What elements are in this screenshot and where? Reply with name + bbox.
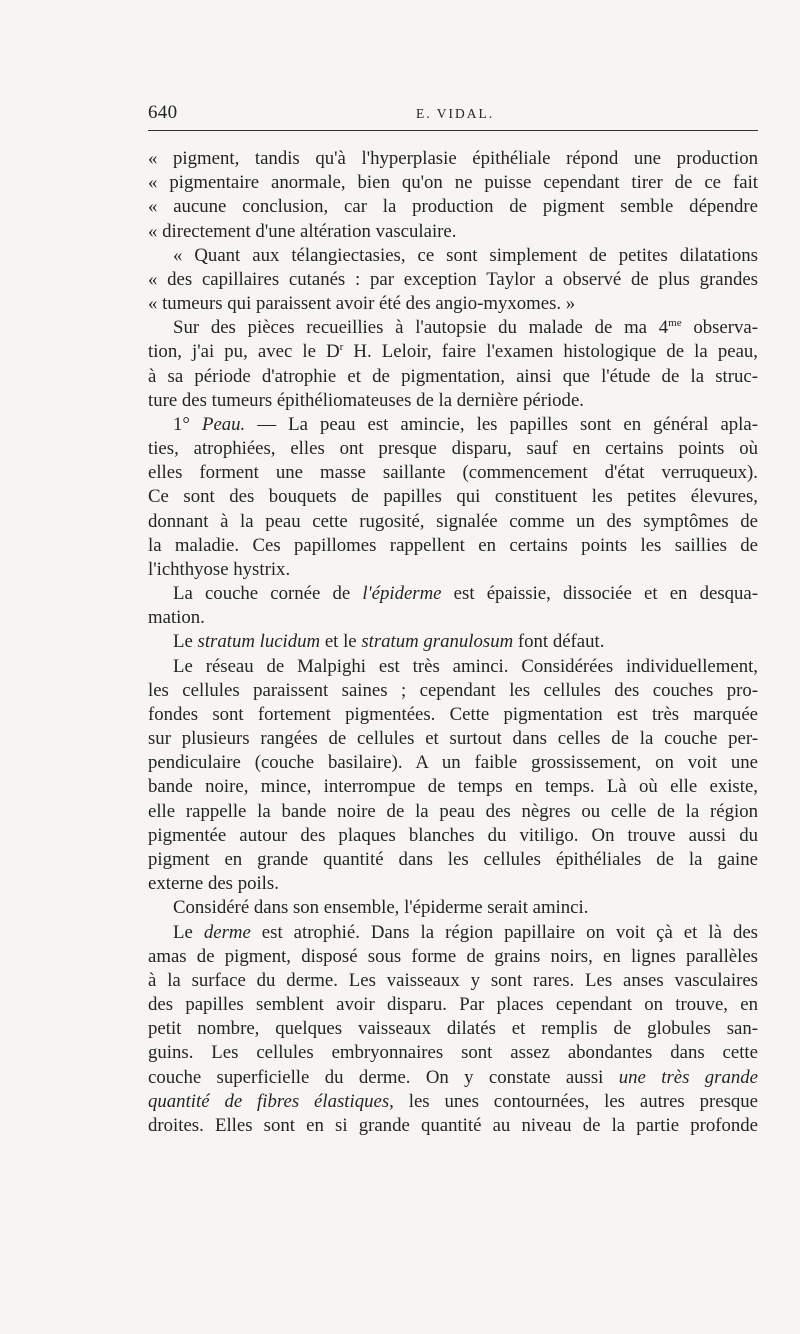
- text-span: et le: [320, 631, 362, 653]
- text-line: les cellules paraissent saines ; cependant les cellules des couches pro-: [148, 679, 758, 701]
- text-line: Considéré dans son ensemble, l'épiderme serait aminci.: [173, 897, 589, 919]
- italic-text: quantité de fibres élastiques,: [148, 1090, 394, 1112]
- text-line: [148, 582, 758, 606]
- text-line: pendiculaire (couche basilaire). A un faible grossissement, on voit une: [148, 752, 758, 774]
- text-line: « tumeurs qui paraissent avoir été des angio-myxomes. »: [148, 293, 576, 315]
- text-span: — La peau est amincie, les papilles sont en général apla-: [245, 413, 758, 435]
- superscript: me: [668, 317, 682, 330]
- text-line: petit nombre, quelques vaisseaux dilatés et remplis de globules san-: [148, 1018, 758, 1040]
- text-line: [148, 316, 758, 340]
- text-line: guins. Les cellules embryonnaires sont assez abondantes dans cette: [148, 1042, 758, 1064]
- text-line: « des capillaires cutanés : par exception Taylor a observé de plus grandes: [148, 268, 758, 290]
- text-span: La couche cornée de: [173, 583, 363, 605]
- text-line: pigmentée autour des plaques blanches du vitiligo. On trouve aussi du: [148, 824, 758, 846]
- text-line: ture des tumeurs épithéliomateuses de la dernière période.: [148, 389, 584, 411]
- text-span: est épaissie, dissociée et en desqua-: [441, 583, 758, 605]
- text-span: Le: [173, 631, 198, 653]
- text-line: à la surface du derme. Les vaisseaux y sont rares. Les anses vasculaires: [148, 969, 758, 991]
- text-span: H. Leloir, faire l'examen histologique de la peau,: [343, 341, 759, 363]
- page-number: 640: [148, 102, 178, 123]
- text-span: couche superficielle du derme. On y constate aussi: [148, 1066, 619, 1088]
- text-span: 1°: [173, 413, 202, 435]
- text-span: font défaut.: [513, 631, 605, 653]
- text-line: sur plusieurs rangées de cellules et surtout dans celles de la couche per-: [148, 728, 758, 750]
- text-line: [148, 921, 758, 945]
- italic-text: une très grande: [618, 1066, 758, 1088]
- text-line: elle rappelle la bande noire de la peau des nègres ou celle de la région: [148, 800, 758, 822]
- text-span: Sur des pièces recueillies à l'autopsie du malade de ma 4: [173, 317, 669, 339]
- text-line: [148, 1090, 758, 1114]
- text-line: donnant à la peau cette rugosité, signalée comme un des symptômes de: [148, 510, 758, 532]
- text-span: tion, j'ai pu, avec le D: [148, 341, 340, 363]
- text-line: la maladie. Ces papillomes rappellent en certains points les saillies de: [148, 534, 758, 556]
- italic-text: Peau.: [201, 413, 246, 435]
- book-page: [148, 96, 758, 1138]
- text-line: mation.: [148, 607, 205, 629]
- text-line: à sa période d'atrophie et de pigmentation, ainsi que l'étude de la struc-: [148, 365, 758, 387]
- text-line: [148, 1066, 758, 1090]
- text-line: « pigmentaire anormale, bien qu'on ne puisse cependant tirer de ce fait: [148, 172, 758, 194]
- italic-text: l'épiderme: [362, 583, 442, 605]
- text-line: des papilles semblent avoir disparu. Par places cependant on trouve, en: [148, 994, 758, 1016]
- superscript: r: [339, 341, 344, 354]
- text-line: pigment en grande quantité dans les cellules épithéliales de la gaine: [148, 848, 758, 870]
- body-text: [148, 147, 758, 1138]
- italic-text: stratum lucidum: [197, 631, 321, 653]
- italic-text: stratum granulosum: [361, 631, 514, 653]
- text-line: droites. Elles sont en si grande quantité au niveau de la partie profonde: [148, 1114, 758, 1136]
- text-line: ties, atrophiées, elles ont presque disparu, sauf en certains points où: [148, 438, 758, 460]
- italic-text: derme: [203, 921, 251, 943]
- text-line: « pigment, tandis qu'à l'hyperplasie épithéliale répond une production: [148, 148, 758, 169]
- text-line: Le réseau de Malpighi est très aminci. Considérées individuellement,: [173, 655, 758, 677]
- text-line: [148, 413, 758, 437]
- running-title: E. VIDAL.: [416, 106, 495, 121]
- text-line: « Quant aux télangiectasies, ce sont simplement de petites dilatations: [173, 244, 758, 266]
- text-span: est atrophié. Dans la région papillaire on voit çà et là des: [250, 921, 758, 943]
- text-line: « directement d'une altération vasculaire.: [148, 220, 457, 242]
- text-line: elles forment une masse saillante (commencement d'état verruqueux).: [148, 462, 758, 484]
- text-line: l'ichthyose hystrix.: [148, 558, 291, 580]
- text-line: « aucune conclusion, car la production de pigment semble dépendre: [148, 196, 758, 218]
- text-line: fondes sont fortement pigmentées. Cette pigmentation est très marquée: [148, 703, 758, 725]
- text-span: Le: [173, 921, 204, 943]
- text-line: [148, 630, 758, 654]
- text-span: les unes contournées, les autres presque: [393, 1090, 759, 1112]
- page-header: [148, 96, 758, 131]
- text-line: bande noire, mince, interrompue de temps en temps. Là où elle existe,: [148, 776, 758, 798]
- text-line: [148, 340, 758, 364]
- text-line: externe des poils.: [148, 873, 279, 895]
- text-line: Ce sont des bouquets de papilles qui constituent les petites élevures,: [148, 486, 758, 508]
- text-span: observa-: [681, 317, 758, 339]
- text-line: amas de pigment, disposé sous forme de grains noirs, en lignes parallèles: [148, 945, 758, 967]
